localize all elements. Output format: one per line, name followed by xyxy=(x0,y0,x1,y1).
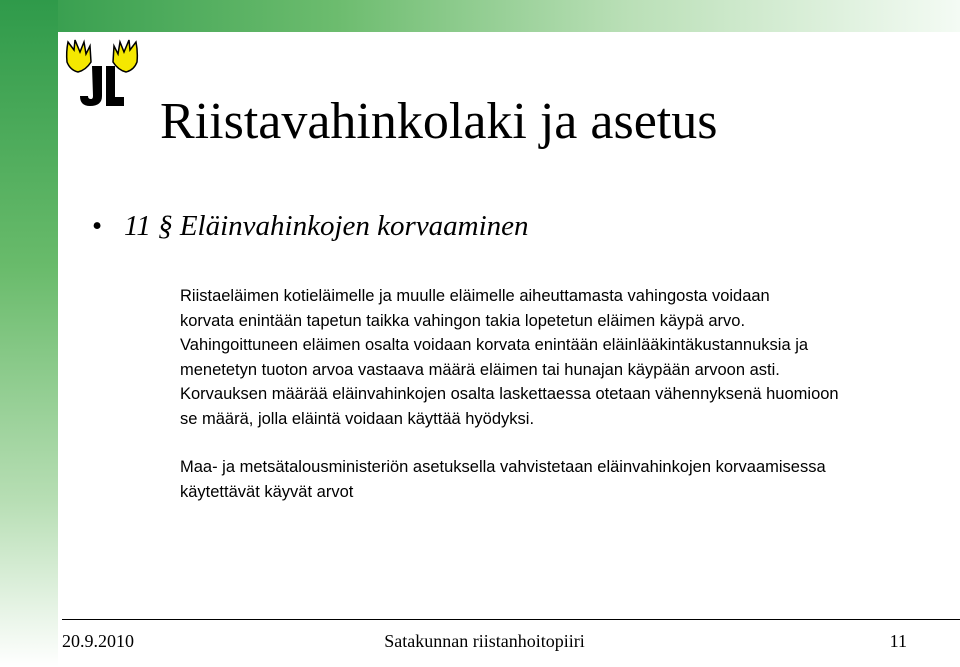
footer-divider xyxy=(62,619,960,620)
slide-title: Riistavahinkolaki ja asetus xyxy=(160,93,718,150)
text-line: se määrä, jolla eläintä voidaan käyttää hyödyksi. xyxy=(180,409,535,428)
footer-organization: Satakunnan riistanhoitopiiri xyxy=(384,631,585,651)
logo-letter-l xyxy=(106,66,124,106)
right-antler-icon xyxy=(113,40,137,72)
text-line: Vahingoittuneen eläimen osalta voidaan korvata enintään eläinlääkintäkustannuksia ja xyxy=(180,336,809,354)
bullet-heading-text: 11 § Eläinvahinkojen korvaaminen xyxy=(124,210,529,242)
text-line: korvata enintään tapetun taikka vahingon takia lopetetun eläimen käypä arvo. xyxy=(180,311,746,330)
footer-page-number: 11 xyxy=(889,631,907,651)
left-green-band xyxy=(0,0,58,667)
top-green-band xyxy=(0,0,960,32)
text-line: käytettävät käyvät arvot xyxy=(180,482,354,501)
bullet-heading xyxy=(92,206,529,246)
footer-date: 20.9.2010 xyxy=(62,631,134,651)
bullet-symbol: • xyxy=(92,210,103,242)
text-line: menetetyn tuoton arvoa vastaava määrä eläimen tai hunajan käypään arvoon asti. xyxy=(180,360,780,379)
body-text xyxy=(180,284,920,504)
left-antler-icon xyxy=(67,40,91,72)
logo-letter-j xyxy=(80,66,102,106)
text-line: Riistaeläimen kotieläimelle ja muulle eläimelle aiheuttamasta vahingosta voidaan xyxy=(180,287,770,305)
paragraph-compensation xyxy=(180,284,920,431)
text-line: Korvauksen määrää eläinvahinkojen osalta laskettaessa otetaan vähennyksenä huomioon xyxy=(180,385,839,403)
antler-logo-icon xyxy=(62,36,142,108)
text-line: Maa- ja metsätalousministeriön asetuksella vahvistetaan eläinvahinkojen korvaamisessa xyxy=(180,458,826,476)
paragraph-ministry-decree xyxy=(180,455,920,504)
